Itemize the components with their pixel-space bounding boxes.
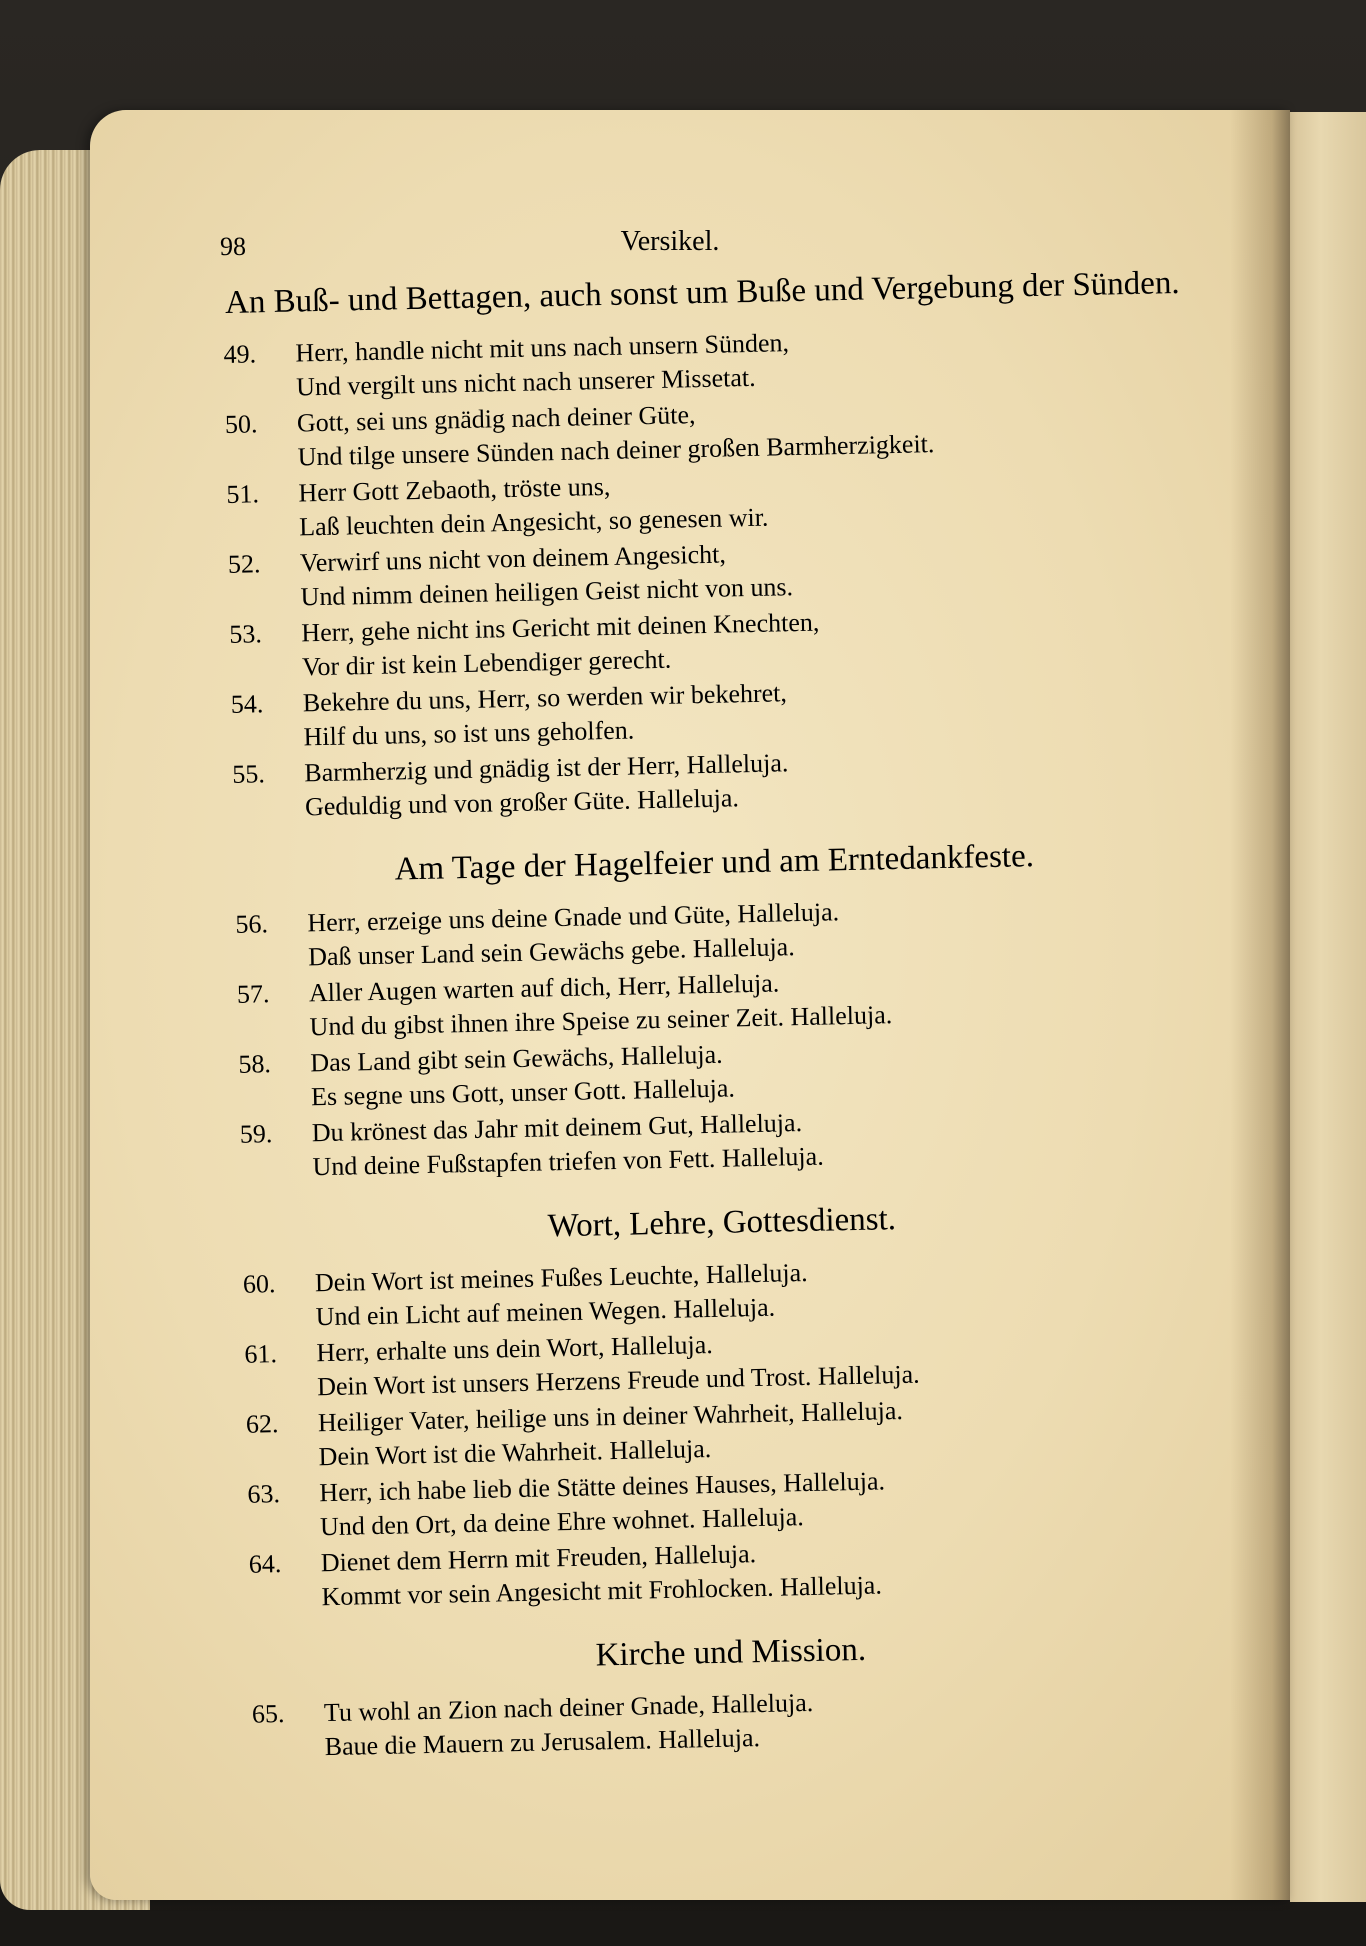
verse-line: Das Land gibt sein Gewächs, Halleluja. bbox=[310, 1039, 723, 1078]
verse-line: Herr, erhalte uns dein Wort, Halleluja. bbox=[316, 1329, 714, 1368]
verse-number: 60. bbox=[242, 1269, 276, 1299]
verse-line: Dein Wort ist die Wahrheit. Halleluja. bbox=[318, 1434, 712, 1472]
verse-line: Aller Augen warten auf dich, Herr, Halleluja. bbox=[308, 968, 780, 1008]
verse-number: 49. bbox=[223, 339, 257, 369]
verse-number: 55. bbox=[232, 759, 266, 789]
verse-line: Baue die Mauern zu Jerusalem. Halleluja. bbox=[324, 1723, 761, 1762]
verse-line: Und tilge unsere Sünden nach deiner großen Barmherzigkeit. bbox=[297, 429, 935, 472]
verse-line: Es segne uns Gott, unser Gott. Halleluja. bbox=[310, 1073, 736, 1112]
verse-line: Du krönest das Jahr mit deinem Gut, Halleluja. bbox=[311, 1108, 803, 1148]
verse-line: Daß unser Land sein Gewächs gebe. Halleluja. bbox=[307, 932, 795, 972]
verse-number: 56. bbox=[235, 909, 269, 939]
verse bbox=[252, 1678, 1213, 1766]
verse-line: Herr, gehe nicht ins Gericht mit deinen Knechten, bbox=[301, 607, 820, 648]
section bbox=[250, 1622, 1212, 1766]
verse-number: 63. bbox=[247, 1479, 281, 1509]
verse-number: 54. bbox=[230, 689, 264, 719]
verse-number: 53. bbox=[229, 619, 263, 649]
verse-line: Herr, erzeige uns deine Gnade und Güte, Halleluja. bbox=[307, 897, 840, 938]
verse-number: 65. bbox=[251, 1699, 285, 1729]
section bbox=[222, 262, 1193, 826]
page-gutter bbox=[1230, 110, 1290, 1900]
verse-line: Bekehre du uns, Herr, so werden wir bekehret, bbox=[302, 678, 788, 718]
section-heading: Wort, Lehre, Gottesdienst. bbox=[547, 1201, 897, 1245]
verse-number: 58. bbox=[238, 1049, 272, 1079]
verse-number: 50. bbox=[224, 409, 258, 439]
verse-number: 61. bbox=[244, 1339, 278, 1369]
verse-line: Dienet dem Herrn mit Freuden, Halleluja. bbox=[320, 1539, 757, 1578]
verse-number: 62. bbox=[245, 1409, 279, 1439]
verse-line: Und deine Fußstapfen triefen von Fett. Halleluja. bbox=[312, 1141, 824, 1182]
verse-line: Barmherzig und gnädig ist der Herr, Halleluja. bbox=[303, 748, 789, 788]
section bbox=[234, 832, 1201, 1186]
verse-line: Geduldig und von großer Güte. Halleluja. bbox=[304, 783, 740, 822]
verse-line: Dein Wort ist unsers Herzens Freude und Trost. Halleluja. bbox=[316, 1359, 920, 1402]
verse-number: 64. bbox=[248, 1549, 282, 1579]
verse-line: Hilf du uns, so ist uns geholfen. bbox=[303, 715, 635, 752]
verse-line: Vor dir ist kein Lebendiger gerecht. bbox=[301, 644, 672, 682]
verse-line: Heiliger Vater, heilige uns in deiner Wahrheit, Halleluja. bbox=[317, 1395, 904, 1438]
section-heading: Am Tage der Hagelfeier und am Erntedankfeste. bbox=[394, 838, 1035, 888]
facing-page-edge bbox=[1290, 112, 1366, 1902]
verse-number: 59. bbox=[239, 1119, 273, 1149]
section-heading: An Buß- und Bettagen, auch sonst um Buße und Vergebung der Sünden. bbox=[224, 264, 1180, 321]
page-content bbox=[222, 262, 1213, 1792]
verse-line: Herr, handle nicht mit uns nach unsern Sünden, bbox=[295, 328, 790, 368]
verse-line: Und den Ort, da deine Ehre wohnet. Halleluja. bbox=[319, 1502, 805, 1542]
verse-line: Herr Gott Zebaoth, tröste uns, bbox=[298, 471, 611, 508]
verse-line: Und ein Licht auf meinen Wegen. Halleluja. bbox=[315, 1292, 776, 1332]
verse-line: Dein Wort ist meines Fußes Leuchte, Halleluja. bbox=[314, 1257, 808, 1298]
verse-line: Laß leuchten dein Angesicht, so genesen wir. bbox=[298, 502, 769, 542]
verse-line: Tu wohl an Zion nach deiner Gnade, Halleluja. bbox=[323, 1687, 814, 1728]
verse-line: Kommt vor sein Angesicht mit Frohlocken. Halleluja. bbox=[321, 1570, 883, 1612]
section bbox=[241, 1192, 1209, 1616]
verse-line: Und nimm deinen heiligen Geist nicht von uns. bbox=[300, 572, 794, 612]
verse-number: 52. bbox=[227, 549, 261, 579]
section-heading: Kirche und Mission. bbox=[595, 1631, 867, 1674]
verse-number: 57. bbox=[236, 979, 270, 1009]
verse-line: Und vergilt uns nicht nach unserer Missetat. bbox=[295, 362, 756, 402]
verse-line: Und du gibst ihnen ihre Speise zu seiner Zeit. Halleluja. bbox=[309, 1000, 893, 1042]
verse-line: Verwirf uns nicht von deinem Angesicht, bbox=[299, 539, 727, 578]
page-number: 98 bbox=[220, 232, 246, 261]
verse-line: Gott, sei uns gnädig nach deiner Güte, bbox=[296, 400, 696, 438]
verse-line: Herr, ich habe lieb die Stätte deines Hauses, Halleluja. bbox=[319, 1466, 886, 1508]
verse-number: 51. bbox=[226, 479, 260, 509]
running-title: Versikel. bbox=[620, 226, 720, 257]
